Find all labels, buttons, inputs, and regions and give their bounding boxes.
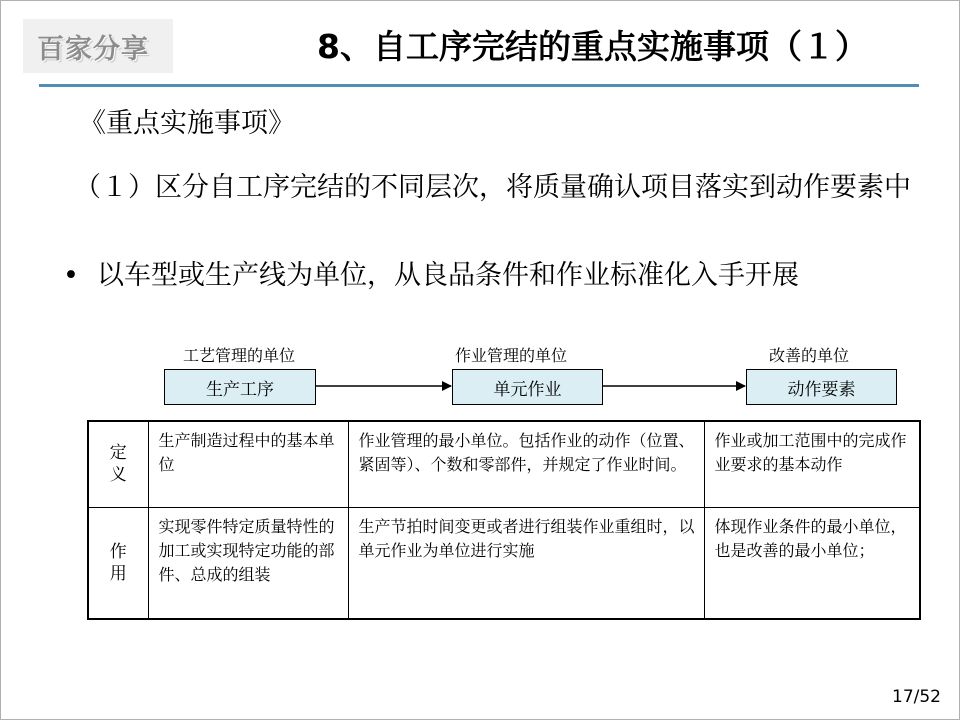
table-cell: 体现作业条件的最小单位，也是改善的最小单位； bbox=[704, 507, 920, 619]
page-number: 17/52 bbox=[892, 687, 941, 707]
bullet-item bbox=[63, 253, 799, 292]
table-cell: 作业或加工范围中的完成作业要求的基本动作 bbox=[704, 421, 920, 507]
table-cell: 实现零件特定质量特性的加工或实现特定功能的部件、总成的组装 bbox=[148, 507, 348, 619]
table-cell: 作业管理的最小单位。包括作业的动作（位置、紧固等）、个数和零部件，并规定了作业时间。 bbox=[348, 421, 704, 507]
table-cell: 生产制造过程中的基本单位 bbox=[148, 421, 348, 507]
row-label-function: 作用 bbox=[88, 507, 148, 619]
table-row-function bbox=[88, 507, 920, 619]
bullet-dot-icon: • bbox=[63, 260, 79, 291]
row-label-definition: 定义 bbox=[88, 421, 148, 507]
section-heading: 《重点实施事项》 bbox=[79, 108, 295, 139]
slide-title: 8、自工序完结的重点实施事项（１） bbox=[317, 27, 868, 66]
level-box-process: 生产工序 bbox=[164, 369, 316, 405]
table-row-definition bbox=[88, 421, 920, 507]
level-box-unit-work: 单元作业 bbox=[452, 369, 603, 405]
definition-table bbox=[87, 420, 921, 620]
level-caption-motion: 改善的单位 bbox=[769, 346, 850, 365]
brand-logo-text: 百家分享 bbox=[37, 34, 149, 65]
bullet-text: 以车型或生产线为单位，从良品条件和作业标准化入手开展 bbox=[97, 260, 799, 291]
level-caption-process: 工艺管理的单位 bbox=[183, 346, 296, 365]
level-box-motion: 动作要素 bbox=[746, 369, 897, 405]
title-divider bbox=[39, 84, 919, 87]
point-1-text: （１）区分自工序完结的不同层次，将质量确认项目落实到动作要素中 bbox=[74, 172, 911, 203]
level-caption-unit-work: 作业管理的单位 bbox=[455, 346, 568, 365]
table-cell: 生产节拍时间变更或者进行组装作业重组时，以单元作业为单位进行实施 bbox=[348, 507, 704, 619]
